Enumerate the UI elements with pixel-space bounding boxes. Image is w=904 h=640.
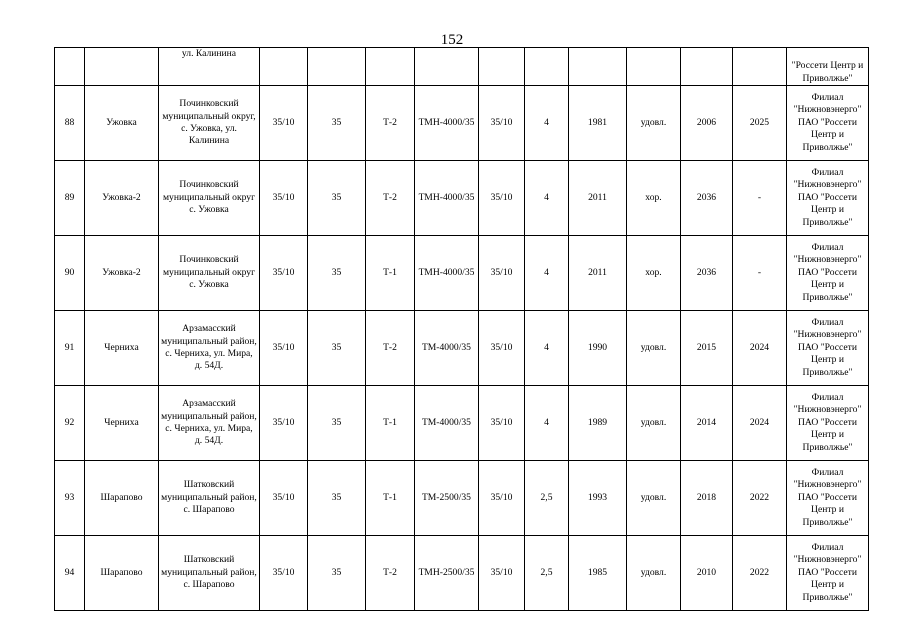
address-cell: Починковский муниципальный округ с. Ужовка bbox=[159, 161, 260, 236]
transformer-type-cell: ТМН-4000/35 bbox=[415, 86, 479, 161]
condition-cell: удовл. bbox=[627, 461, 681, 536]
year-cell: 1989 bbox=[569, 386, 627, 461]
transformer-voltage-cell: 35/10 bbox=[479, 161, 525, 236]
high-voltage-cell: 35 bbox=[308, 236, 366, 311]
power-cell: 4 bbox=[525, 236, 569, 311]
name-cell: Ужовка bbox=[85, 86, 159, 161]
high-voltage-cell: 35 bbox=[308, 386, 366, 461]
condition-cell: удовл. bbox=[627, 536, 681, 611]
year-cell: 1990 bbox=[569, 311, 627, 386]
transformer-voltage-cell: 35/10 bbox=[479, 86, 525, 161]
transformer-no-cell: Т-1 bbox=[366, 236, 415, 311]
table-body bbox=[55, 48, 869, 611]
owner-cell: Филиал "Нижновэнерго" ПАО "Россети Центр и Приволжье" bbox=[787, 86, 869, 161]
transformer-no-cell: Т-2 bbox=[366, 311, 415, 386]
last-date-cell: 2036 bbox=[681, 236, 733, 311]
voltage-class-cell: 35/10 bbox=[260, 461, 308, 536]
table-row bbox=[55, 86, 869, 161]
num-cell: 93 bbox=[55, 461, 85, 536]
name-cell: Ужовка-2 bbox=[85, 161, 159, 236]
voltage-class-cell: 35/10 bbox=[260, 536, 308, 611]
table-row bbox=[55, 461, 869, 536]
num-cell: 88 bbox=[55, 86, 85, 161]
high-voltage-cell: 35 bbox=[308, 161, 366, 236]
last-date-cell: 2018 bbox=[681, 461, 733, 536]
condition-cell: удовл. bbox=[627, 311, 681, 386]
address-cell: Шатковский муниципальный район, с. Шарапово bbox=[159, 461, 260, 536]
address-cell: Починковский муниципальный округ с. Ужовка bbox=[159, 236, 260, 311]
voltage-class-cell: 35/10 bbox=[260, 86, 308, 161]
transformer-no-cell: Т-2 bbox=[366, 161, 415, 236]
transformer-type-cell: ТМН-4000/35 bbox=[415, 236, 479, 311]
num-cell: 90 bbox=[55, 236, 85, 311]
power-cell: 4 bbox=[525, 311, 569, 386]
table-row bbox=[55, 236, 869, 311]
condition-cell: удовл. bbox=[627, 86, 681, 161]
owner-cell: Филиал "Нижновэнерго" ПАО "Россети Центр и Приволжье" bbox=[787, 311, 869, 386]
last-date-cell: 2010 bbox=[681, 536, 733, 611]
voltage-class-cell: 35/10 bbox=[260, 311, 308, 386]
transformer-type-cell: ТМ-2500/35 bbox=[415, 461, 479, 536]
year-cell: 1993 bbox=[569, 461, 627, 536]
high-voltage-cell: 35 bbox=[308, 311, 366, 386]
voltage-class-cell: 35/10 bbox=[260, 236, 308, 311]
num-cell: 94 bbox=[55, 536, 85, 611]
voltage-class-cell: 35/10 bbox=[260, 161, 308, 236]
next-date-cell: 2022 bbox=[733, 536, 787, 611]
high-voltage-cell: 35 bbox=[308, 461, 366, 536]
transformer-voltage-cell: 35/10 bbox=[479, 386, 525, 461]
power-cell: 4 bbox=[525, 86, 569, 161]
transformer-voltage-cell: 35/10 bbox=[479, 536, 525, 611]
name-cell: Черниха bbox=[85, 311, 159, 386]
transformer-voltage-cell: 35/10 bbox=[479, 461, 525, 536]
last-date-cell: 2014 bbox=[681, 386, 733, 461]
condition-cell: хор. bbox=[627, 236, 681, 311]
next-date-cell: 2025 bbox=[733, 86, 787, 161]
name-cell: Шарапово bbox=[85, 536, 159, 611]
name-cell: Шарапово bbox=[85, 461, 159, 536]
owner-cell: Филиал "Нижновэнерго" ПАО "Россети Центр и Приволжье" bbox=[787, 536, 869, 611]
transformer-type-cell: ТМ-4000/35 bbox=[415, 311, 479, 386]
condition-cell: удовл. bbox=[627, 386, 681, 461]
year-cell: 2011 bbox=[569, 236, 627, 311]
transformer-no-cell: Т-2 bbox=[366, 536, 415, 611]
table-row bbox=[55, 536, 869, 611]
condition-cell: хор. bbox=[627, 161, 681, 236]
name-cell: Черниха bbox=[85, 386, 159, 461]
name-cell: Ужовка-2 bbox=[85, 236, 159, 311]
power-cell: 2,5 bbox=[525, 536, 569, 611]
transformer-type-cell: ТМН-4000/35 bbox=[415, 161, 479, 236]
table-row-continuation bbox=[55, 48, 869, 86]
num-cell: 89 bbox=[55, 161, 85, 236]
num-cell: 91 bbox=[55, 311, 85, 386]
transformer-type-cell: ТМН-2500/35 bbox=[415, 536, 479, 611]
address-cell: Арзамасский муниципальный район, с. Черниха, ул. Мира, д. 54Д. bbox=[159, 311, 260, 386]
address-cell: Шатковский муниципальный район, с. Шарапово bbox=[159, 536, 260, 611]
high-voltage-cell: 35 bbox=[308, 86, 366, 161]
num-cell: 92 bbox=[55, 386, 85, 461]
last-date-cell: 2015 bbox=[681, 311, 733, 386]
power-cell: 2,5 bbox=[525, 461, 569, 536]
voltage-class-cell: 35/10 bbox=[260, 386, 308, 461]
owner-cell: Филиал "Нижновэнерго" ПАО "Россети Центр и Приволжье" bbox=[787, 461, 869, 536]
owner-cell: Филиал "Нижновэнерго" ПАО "Россети Центр и Приволжье" bbox=[787, 386, 869, 461]
next-date-cell: 2024 bbox=[733, 386, 787, 461]
table-row bbox=[55, 161, 869, 236]
page-number: 152 bbox=[440, 32, 464, 48]
power-cell: 4 bbox=[525, 386, 569, 461]
next-date-cell: - bbox=[733, 161, 787, 236]
year-cell: 2011 bbox=[569, 161, 627, 236]
high-voltage-cell: 35 bbox=[308, 536, 366, 611]
address-cell: ул. Калинина bbox=[159, 48, 260, 86]
table-row bbox=[55, 386, 869, 461]
power-cell: 4 bbox=[525, 161, 569, 236]
table-row bbox=[55, 311, 869, 386]
next-date-cell: 2022 bbox=[733, 461, 787, 536]
owner-cell: "Россети Центр и Приволжье" bbox=[787, 48, 869, 86]
last-date-cell: 2006 bbox=[681, 86, 733, 161]
address-cell: Арзамасский муниципальный район, с. Черниха, ул. Мира, д. 54Д. bbox=[159, 386, 260, 461]
last-date-cell: 2036 bbox=[681, 161, 733, 236]
owner-cell: Филиал "Нижновэнерго" ПАО "Россети Центр и Приволжье" bbox=[787, 236, 869, 311]
year-cell: 1981 bbox=[569, 86, 627, 161]
transformer-voltage-cell: 35/10 bbox=[479, 311, 525, 386]
transformer-no-cell: Т-1 bbox=[366, 461, 415, 536]
substation-table bbox=[54, 47, 869, 611]
transformer-type-cell: ТМ-4000/35 bbox=[415, 386, 479, 461]
year-cell: 1985 bbox=[569, 536, 627, 611]
address-cell: Починковский муниципальный округ, с. Ужовка, ул. Калинина bbox=[159, 86, 260, 161]
owner-cell: Филиал "Нижновэнерго" ПАО "Россети Центр и Приволжье" bbox=[787, 161, 869, 236]
next-date-cell: 2024 bbox=[733, 311, 787, 386]
next-date-cell: - bbox=[733, 236, 787, 311]
transformer-voltage-cell: 35/10 bbox=[479, 236, 525, 311]
transformer-no-cell: Т-1 bbox=[366, 386, 415, 461]
transformer-no-cell: Т-2 bbox=[366, 86, 415, 161]
